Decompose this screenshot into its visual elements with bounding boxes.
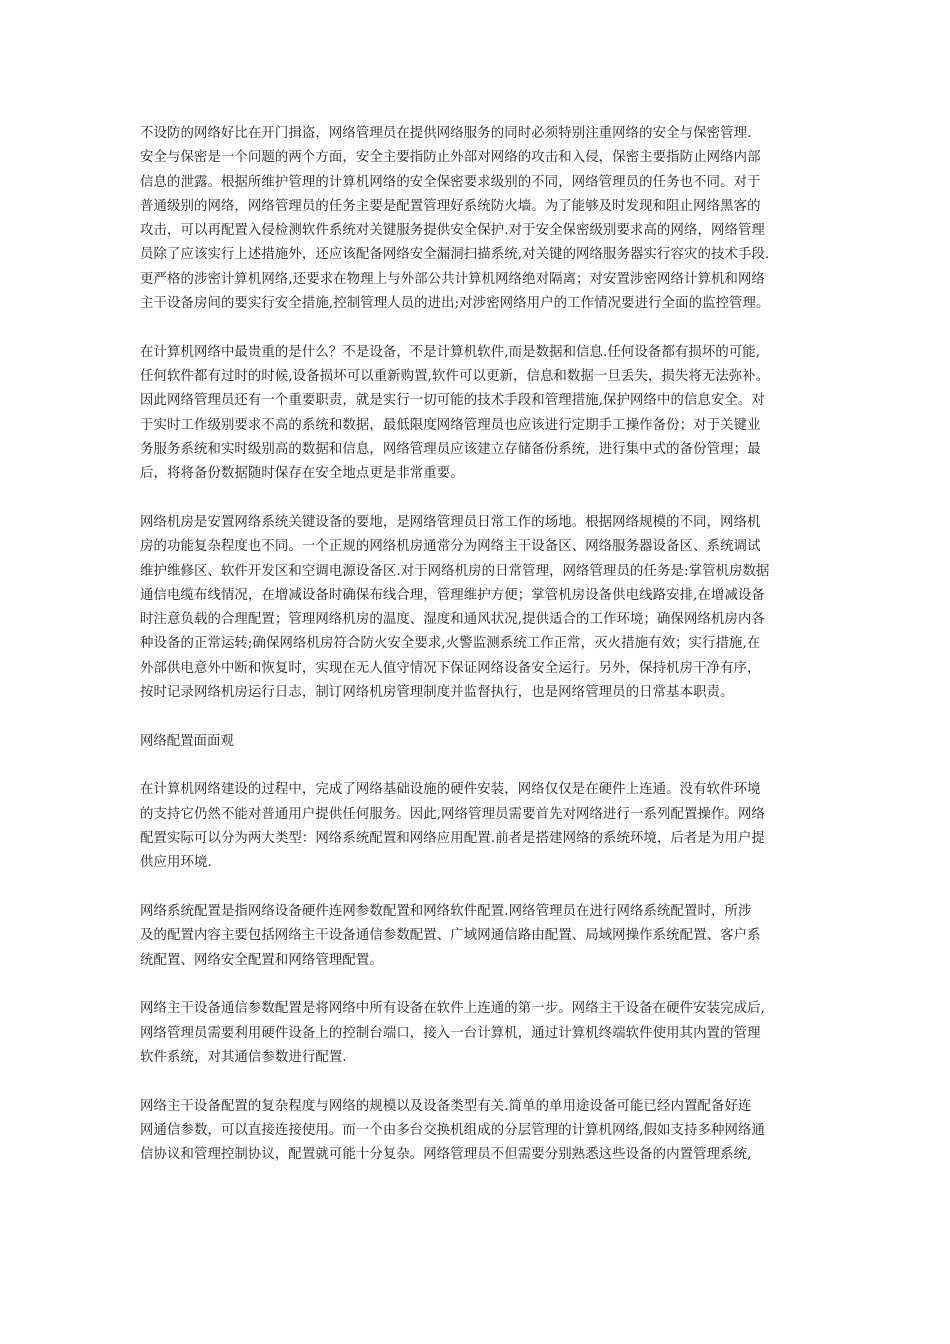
paragraph-gap xyxy=(140,316,820,340)
text-line: 时注意负载的合理配置；管理网络机房的温度、湿度和通风状况,提供适合的工作环境；确保网络机房内各 xyxy=(140,612,765,628)
paragraph-gap xyxy=(140,487,820,511)
text-line: 在计算机网络建设的过程中，完成了网络基础设施的硬件安装，网络仅仅是在硬件上连通。没有软件环境 xyxy=(140,782,761,798)
text-line: 不设防的网络好比在开门揖盗，网络管理员在提供网络服务的同时必须特别注重网络的安全与保密管理. xyxy=(140,126,752,141)
text-line: 安全与保密是一个问题的两个方面，安全主要指防止外部对网络的攻击和入侵，保密主要指防止网络内部 xyxy=(140,150,761,166)
paragraph-gap xyxy=(140,754,820,778)
text-line: 信协议和管理控制协议，配置就可能十分复杂。网络管理员不但需要分别熟悉这些设备的内置管理系统, xyxy=(140,1147,752,1163)
paragraph-gap xyxy=(140,1070,820,1094)
text-line: 普通级别的网络，网络管理员的任务主要是配置管理好系统防火墙。为了能够及时发现和阻止网络黑客的 xyxy=(140,198,761,214)
paragraph-gap xyxy=(140,876,820,900)
text-line: 主干设备房间的要实行安全措施,控制管理人员的进出;对涉密网络用户的工作情况要进行全面的监控管理。 xyxy=(140,296,770,312)
text-line: 维护维修区、软件开发区和空调电源设备区.对于网络机房的日常管理，网络管理员的任务是:掌管机房数据 xyxy=(140,563,770,579)
text-line: 房的功能复杂程度也不同。一个正规的网络机房通常分为网络主干设备区、网络服务器设备区、系统调试 xyxy=(140,539,761,555)
text-line: 及的配置内容主要包括网络主干设备通信参数配置、广域网通信路由配置、局域网操作系统配置、客户系 xyxy=(140,928,761,944)
text-line: 统配置、网络安全配置和网络管理配置。 xyxy=(140,952,383,968)
text-line: 后，将将备份数据随时保存在安全地点更是非常重要。 xyxy=(140,466,464,482)
text-line: 按时记录网络机房运行日志，制订网络机房管理制度并监督执行，也是网络管理员的日常基本职责。 xyxy=(140,685,734,701)
paragraph-data-backup xyxy=(140,341,820,487)
paragraph-machine-room xyxy=(140,511,820,705)
document-body xyxy=(140,122,820,1167)
text-line: 的支持它仍然不能对普通用户提供任何服务。因此,网络管理员需要首先对网络进行一系列配置操作。网络 xyxy=(140,806,765,822)
text-line: 于实时工作级别要求不高的系统和数据，最低限度网络管理员也应该进行定期手工操作备份；对于关键业 xyxy=(140,417,761,433)
heading-text: 网络配置面面观 xyxy=(140,733,234,749)
paragraph-config-overview xyxy=(140,778,820,875)
paragraph-security xyxy=(140,122,820,316)
paragraph-gap xyxy=(140,705,820,729)
text-line: 网络管理员需要利用硬件设备上的控制台端口，接入一台计算机，通过计算机终端软件使用其内置的管理 xyxy=(140,1025,761,1041)
text-line: 网络主干设备配置的复杂程度与网络的规模以及设备类型有关.简单的单用途设备可能已经内置配备好连 xyxy=(140,1098,752,1114)
text-line: 信息的泄露。根据所维护管理的计算机网络的安全保密要求级别的不同，网络管理员的任务也不同。对于 xyxy=(140,174,761,190)
text-line: 外部供电意外中断和恢复时，实现在无人值守情况下保证网络设备安全运行。另外，保持机房干净有序， xyxy=(140,660,761,676)
text-line: 更严格的涉密计算机网络,还要求在物理上与外部公共计算机网络绝对隔离；对安置涉密网络计算机和网络 xyxy=(140,271,765,287)
text-line: 在计算机网络中最贵重的是什么？不是设备，不是计算机软件,而是数据和信息.任何设备都有损坏的可能, xyxy=(140,344,761,360)
paragraph-backbone-complexity xyxy=(140,1095,820,1168)
text-line: 因此网络管理员还有一个重要职责，就是实行一切可能的技术手段和管理措施,保护网络中的信息安全。对 xyxy=(140,393,765,409)
paragraph-gap xyxy=(140,973,820,997)
text-line: 通信电缆布线情况，在增减设备时确保布线合理，管理维护方便；掌管机房设备供电线路安排,在增减设备 xyxy=(140,587,765,603)
text-line: 任何软件都有过时的时候,设备损坏可以重新购置,软件可以更新，信息和数据一旦丢失，损失将无法弥补。 xyxy=(140,369,770,385)
text-line: 供应用环境. xyxy=(140,855,212,871)
paragraph-system-config xyxy=(140,900,820,973)
text-line: 网通信参数，可以直接连接使用。而一个由多台交换机组成的分层管理的计算机网络,假如支持多种网络通 xyxy=(140,1122,765,1138)
text-line: 攻击，可以再配置入侵检测软件系统对关键服务提供安全保护.对于安全保密级别要求高的网络，网络管理 xyxy=(140,223,765,239)
text-line: 员除了应该实行上述措施外，还应该配备网络安全漏洞扫描系统,对关键的网络服务器实行容灾的技术手段. xyxy=(140,247,770,263)
text-line: 种设备的正常运转;确保网络机房符合防火安全要求,火警监测系统工作正常，灭火措施有效；实行措施,在 xyxy=(140,636,761,652)
text-line: 软件系统，对其通信参数进行配置. xyxy=(140,1049,347,1065)
text-line: 配置实际可以分为两大类型：网络系统配置和网络应用配置.前者是搭建网络的系统环境，后者是为用户提 xyxy=(140,830,765,846)
section-heading xyxy=(140,730,820,754)
text-line: 网络机房是安置网络系统关键设备的要地，是网络管理员日常工作的场地。根据网络规模的不同，网络机 xyxy=(140,514,761,530)
text-line: 务服务系统和实时级别高的数据和信息，网络管理员应该建立存储备份系统，进行集中式的备份管理；最 xyxy=(140,441,761,457)
paragraph-backbone-params xyxy=(140,997,820,1070)
text-line: 网络系统配置是指网络设备硬件连网参数配置和网络软件配置.网络管理员在进行网络系统配置时，所涉 xyxy=(140,903,752,919)
text-line: 网络主干设备通信参数配置是将网络中所有设备在软件上连通的第一步。网络主干设备在硬件安装完成后, xyxy=(140,1001,765,1017)
